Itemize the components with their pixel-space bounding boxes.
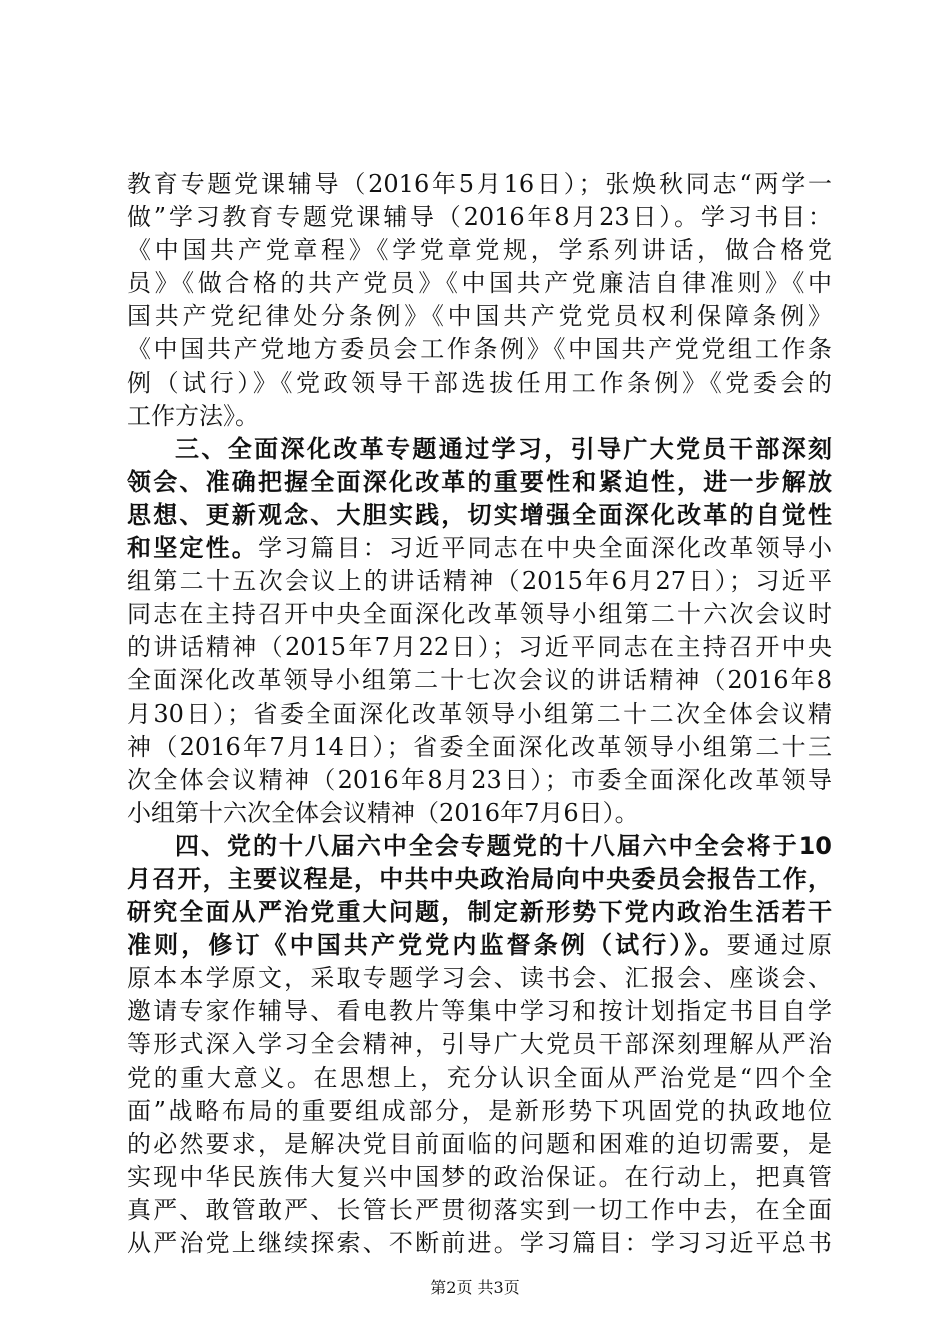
text-line: 邀请专家作辅导、看电教片等集中学习和按计划指定书目自学 xyxy=(127,997,832,1026)
text-line: 国共产党纪律处分条例》《中国共产党党员权利保障条例》 xyxy=(127,302,832,331)
text-line: 思想、更新观念、大胆实践，切实增强全面深化改革的自觉性 xyxy=(127,500,832,529)
text-line: 教育专题党课辅导（2016年5月16日）；张焕秋同志“两学一 xyxy=(127,170,832,198)
page-footer: 第2页 共3页 xyxy=(430,1278,520,1297)
text-line: 《中国共产党章程》《学党章党规，学系列讲话，做合格党 xyxy=(127,236,832,265)
text-line: 三、全面深化改革专题通过学习，引导广大党员干部深刻 xyxy=(175,434,832,463)
text-line: 四、党的十八届六中全会专题党的十八届六中全会将于10 xyxy=(175,831,832,860)
text-line xyxy=(127,929,832,962)
text-line: 月30日）；省委全面深化改革领导小组第二十二次全体会议精 xyxy=(127,699,832,728)
text-line: 组第二十五次会议上的讲话精神（2015年6月27日）；习近平 xyxy=(127,567,832,596)
text-line: 员》《做合格的共产党员》《中国共产党廉洁自律准则》《中 xyxy=(127,269,832,298)
text-line: 全面深化改革领导小组第二十七次会议的讲话精神（2016年8 xyxy=(127,666,832,695)
text-line: 等形式深入学习全会精神，引导广大党员干部深刻理解从严治 xyxy=(127,1030,832,1059)
text-line: 原本本学原文，采取专题学习会、读书会、汇报会、座谈会、 xyxy=(127,964,832,993)
text-line: 面”战略布局的重要组成部分，是新形势下巩固党的执政地位 xyxy=(127,1096,832,1125)
text-line: 实现中华民族伟大复兴中国梦的政治保证。在行动上，把真管 xyxy=(127,1162,832,1191)
text-line: 月召开，主要议程是，中共中央政治局向中央委员会报告工作， xyxy=(127,864,832,893)
text-line: 《中国共产党地方委员会工作条例》《中国共产党党组工作条 xyxy=(127,335,832,364)
body-text: 学习篇目：习近平同志在中央全面深化改革领导小 xyxy=(257,534,832,563)
bold-heading-text: 准则，修订《中国共产党党内监督条例（试行）》。 xyxy=(127,931,727,960)
body-text: 要通过原 xyxy=(726,931,832,960)
text-line: 党的重大意义。在思想上，充分认识全面从严治党是“四个全 xyxy=(127,1063,832,1092)
text-line: 神（2016年7月14日）；省委全面深化改革领导小组第二十三 xyxy=(127,732,832,761)
text-line: 领会、准确把握全面深化改革的重要性和紧迫性，进一步解放 xyxy=(127,467,832,496)
text-line: 的必然要求，是解决党目前面临的问题和困难的迫切需要，是 xyxy=(127,1129,832,1158)
text-line: 次全体会议精神（2016年8月23日）；市委全面深化改革领导 xyxy=(127,765,832,794)
text-line: 研究全面从严治党重大问题，制定新形势下党内政治生活若干 xyxy=(127,898,832,927)
text-line: 从严治党上继续探索、不断前进。学习篇目：学习习近平总书 xyxy=(127,1229,832,1257)
text-line: 同志在主持召开中央全面深化改革领导小组第二十六次会议时 xyxy=(127,600,832,629)
bold-heading-text: 和坚定性。 xyxy=(127,534,258,563)
text-line: 工作方法》。 xyxy=(127,401,259,430)
text-line xyxy=(127,532,832,565)
text-line: 做”学习教育专题党课辅导（2016年8月23日）。学习书目： xyxy=(127,203,832,232)
text-line: 的讲话精神（2015年7月22日）；习近平同志在主持召开中央 xyxy=(127,633,832,662)
text-line: 小组第十六次全体会议精神（2016年7月6日）。 xyxy=(127,798,639,827)
text-line: 真严、敢管敢严、长管长严贯彻落实到一切工作中去，在全面 xyxy=(127,1195,832,1224)
text-line: 例（试行）》《党政领导干部选拔任用工作条例》《党委会的 xyxy=(127,368,832,397)
document-body xyxy=(127,168,832,1260)
